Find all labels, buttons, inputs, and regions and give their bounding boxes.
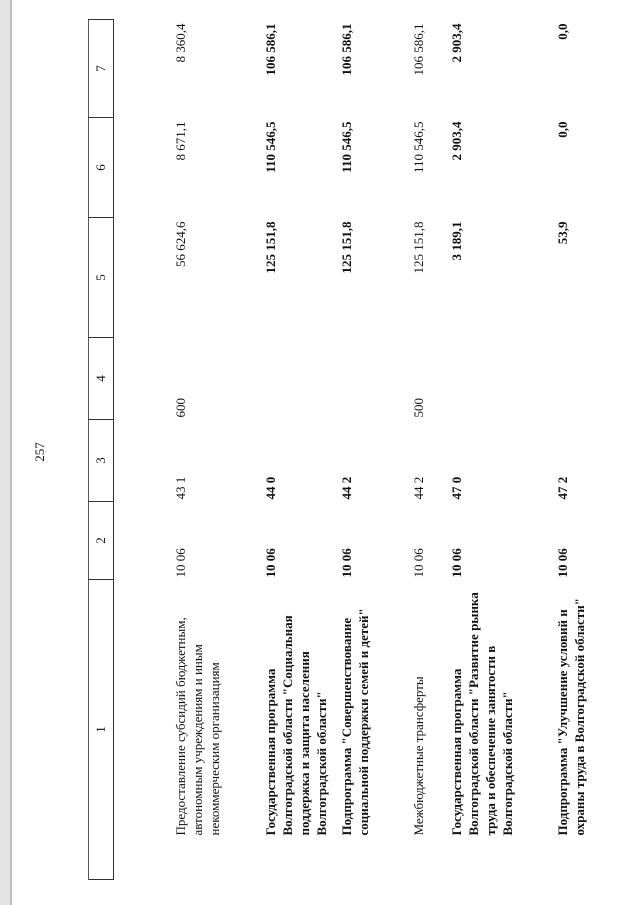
row-name: Государственная программа Волгоградской области "Социальная поддержка и защита населения Волгоградской области" <box>263 615 329 836</box>
row-name: Государственная программа Волгоградской области "Развитие рынка труда и обеспечение занятости в Волгоградской области" <box>449 592 515 836</box>
row-value-5: 3 189,1 <box>449 221 464 261</box>
row-target: 47 0 <box>449 476 464 500</box>
row-value-7: 2 903,4 <box>449 23 464 63</box>
row-expense-type: 500 <box>411 398 426 418</box>
row-name: Подпрограмма "Совершенствование социальной поддержки семей и детей" <box>339 608 371 836</box>
row-target: 44 2 <box>339 476 354 500</box>
row-section: 10 06 <box>411 548 426 578</box>
table-row <box>114 20 255 880</box>
scan-edge <box>0 0 10 905</box>
table-row <box>552 20 640 880</box>
row-value-5: 56 624,6 <box>173 221 188 267</box>
row-target: 47 2 <box>555 476 570 500</box>
row-value-6: 2 903,4 <box>449 121 464 161</box>
row-value-5: 125 151,8 <box>411 221 426 274</box>
row-target: 43 1 <box>173 476 188 500</box>
row-value-5: 125 151,8 <box>339 221 354 274</box>
row-expense-type <box>334 338 408 420</box>
column-header-3: 3 <box>89 420 114 502</box>
table-row <box>446 20 552 880</box>
column-header-7: 7 <box>89 20 114 118</box>
table-row <box>334 20 408 880</box>
row-expense-type <box>254 338 334 420</box>
column-header-6: 6 <box>89 118 114 218</box>
page-number: 257 <box>32 442 47 462</box>
column-header-4: 4 <box>89 338 114 420</box>
row-value-7: 106 586,1 <box>339 23 354 76</box>
row-section: 10 06 <box>339 548 354 578</box>
row-target: 44 2 <box>411 476 426 500</box>
header-row <box>89 20 114 880</box>
row-value-6: 0,0 <box>555 121 570 138</box>
row-name: Межбюджетные трансферты <box>411 676 426 836</box>
budget-table <box>88 19 640 880</box>
row-value-6: 110 546,5 <box>339 121 354 173</box>
row-value-6: 110 546,5 <box>263 121 278 173</box>
table-row <box>408 20 446 880</box>
row-value-7: 8 360,4 <box>173 23 188 63</box>
column-header-1: 1 <box>89 580 114 880</box>
row-target: 44 0 <box>263 476 278 500</box>
table-row <box>254 20 334 880</box>
column-header-5: 5 <box>89 218 114 338</box>
row-value-7: 106 586,1 <box>263 23 278 76</box>
row-value-7: 0,0 <box>555 23 570 40</box>
row-expense-type <box>552 338 640 420</box>
row-section: 10 06 <box>173 548 188 578</box>
row-value-7: 106 586,1 <box>411 23 426 76</box>
rotated-table-wrapper <box>88 20 606 880</box>
row-section: 10 06 <box>555 548 570 578</box>
scan-edge-line <box>10 0 12 905</box>
row-name: Предоставление субсидий бюджетным, автономным учреждениям и иным некоммерческим организациям <box>173 617 222 836</box>
row-expense-type: 600 <box>173 398 188 418</box>
row-expense-type <box>446 338 552 420</box>
column-header-2: 2 <box>89 502 114 580</box>
row-section: 10 06 <box>263 548 278 578</box>
row-value-6: 110 546,5 <box>411 121 426 174</box>
row-section: 10 06 <box>449 548 464 578</box>
row-value-5: 53,9 <box>555 221 570 245</box>
row-value-5: 125 151,8 <box>263 221 278 274</box>
row-name: Подпрограмма "Улучшение условий и охраны труда в Волгоградской области" <box>555 598 587 836</box>
row-value-6: 8 671,1 <box>173 121 188 161</box>
